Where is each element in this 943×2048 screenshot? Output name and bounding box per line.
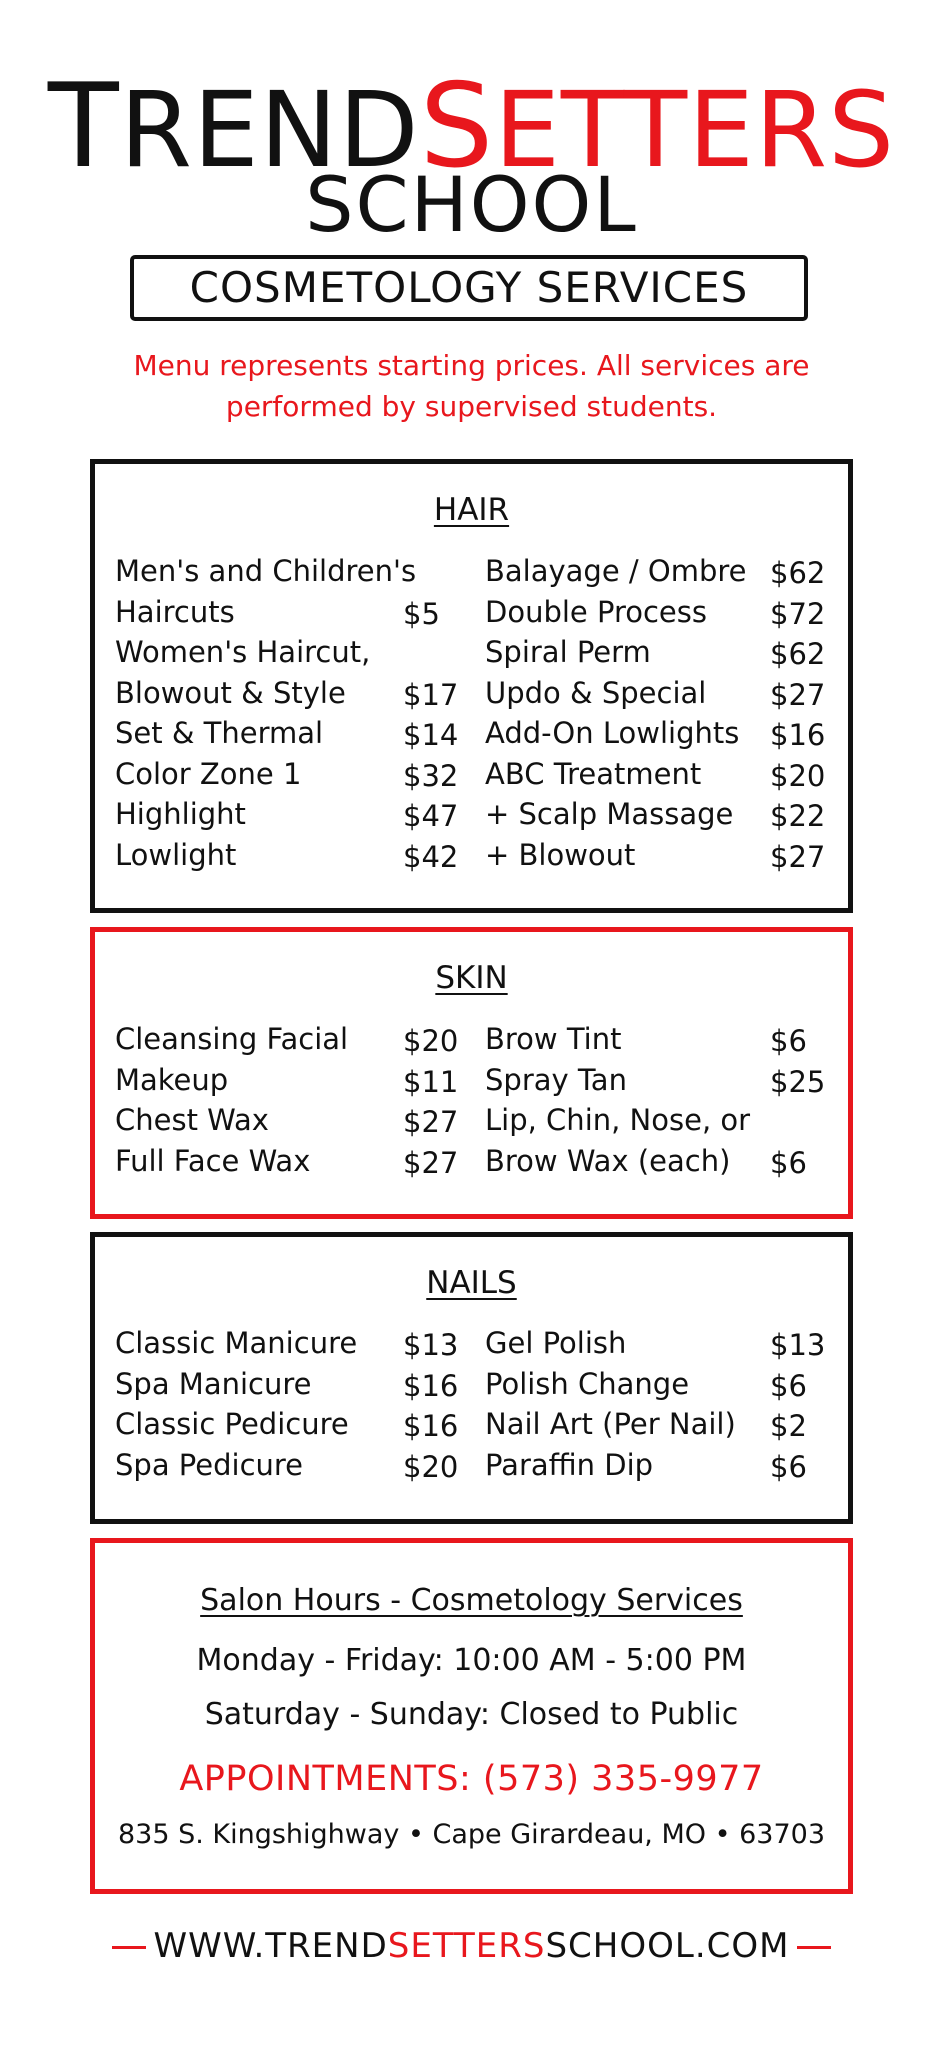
skin-service-price: $27 bbox=[403, 1145, 459, 1180]
hair-service-price: $17 bbox=[403, 677, 459, 712]
nails-service-price: $13 bbox=[403, 1328, 459, 1362]
hours-weekend: Saturday - Sunday: Closed to Public bbox=[204, 1697, 739, 1732]
brand-school: SCHOOL bbox=[305, 160, 638, 249]
hair-service-price: $20 bbox=[770, 758, 826, 793]
hair-section bbox=[90, 459, 853, 913]
brand-trend: TREND bbox=[47, 59, 420, 194]
skin-service-price: $11 bbox=[403, 1064, 459, 1099]
hair-service-price: $62 bbox=[770, 637, 826, 671]
skin-service-label: Lip, Chin, Nose, or bbox=[485, 1103, 751, 1137]
appointments-phone[interactable]: APPOINTMENTS: (573) 335-9977 bbox=[179, 1759, 764, 1799]
hair-service-price: $27 bbox=[770, 839, 826, 874]
skin-service-label: Chest Wax bbox=[115, 1103, 269, 1137]
hair-service-price: $32 bbox=[403, 758, 459, 793]
hours-section bbox=[90, 1538, 853, 1894]
hair-service-label: Balayage / Ombre bbox=[485, 554, 747, 588]
hair-service-label: Highlight bbox=[115, 797, 246, 831]
hair-service-label: Lowlight bbox=[115, 837, 237, 872]
skin-service-label: Makeup bbox=[115, 1062, 229, 1097]
nails-service-price: $2 bbox=[770, 1409, 807, 1443]
hair-service-label: Blowout & Style bbox=[115, 675, 346, 710]
hair-service-label: Women's Haircut, bbox=[115, 635, 371, 669]
nails-service-label: Polish Change bbox=[485, 1366, 690, 1401]
hours-weekday: Monday - Friday: 10:00 AM - 5:00 PM bbox=[196, 1643, 747, 1678]
hair-service-label: Color Zone 1 bbox=[115, 756, 302, 791]
nails-service-label: Classic Pedicure bbox=[115, 1407, 349, 1441]
nails-service-label: Gel Polish bbox=[485, 1326, 627, 1360]
hair-service-price: $16 bbox=[770, 718, 826, 752]
website-url[interactable]: WWW.TRENDSETTERSSCHOOL.COM bbox=[0, 1926, 943, 1966]
nails-service-label: Spa Pedicure bbox=[115, 1447, 304, 1482]
hair-service-price: $72 bbox=[770, 596, 826, 631]
hair-service-price: $42 bbox=[403, 839, 459, 874]
hair-service-price: $47 bbox=[403, 799, 459, 833]
hair-service-price: $27 bbox=[770, 677, 826, 712]
skin-section bbox=[90, 927, 853, 1219]
hair-service-label: Haircuts bbox=[115, 594, 235, 629]
hair-service-price: $14 bbox=[403, 718, 459, 752]
address: 835 S. Kingshighway • Cape Girardeau, MO • 63703 bbox=[117, 1819, 826, 1850]
nails-service-label: Paraffin Dip bbox=[485, 1447, 654, 1482]
dash-right bbox=[797, 1946, 831, 1949]
skin-service-price: $6 bbox=[770, 1024, 807, 1058]
skin-title: SKIN bbox=[435, 960, 508, 996]
skin-service-price: $27 bbox=[403, 1105, 459, 1139]
nails-service-price: $16 bbox=[403, 1409, 459, 1443]
hair-service-label: Spiral Perm bbox=[485, 635, 651, 669]
hours-title: Salon Hours - Cosmetology Services bbox=[200, 1583, 743, 1618]
nails-service-price: $20 bbox=[403, 1449, 459, 1484]
hair-service-label: + Blowout bbox=[485, 837, 636, 872]
skin-service-label: Brow Wax (each) bbox=[485, 1143, 731, 1178]
nails-section bbox=[90, 1232, 853, 1524]
nails-service-price: $6 bbox=[770, 1368, 807, 1403]
hair-service-price: $22 bbox=[770, 799, 826, 833]
hair-service-label: Set & Thermal bbox=[115, 716, 324, 750]
nails-service-price: $16 bbox=[403, 1368, 459, 1403]
nails-service-label: Nail Art (Per Nail) bbox=[485, 1407, 736, 1441]
nails-service-label: Spa Manicure bbox=[115, 1366, 312, 1401]
hair-service-label: Men's and Children's bbox=[115, 554, 417, 588]
hair-service-price: $62 bbox=[770, 556, 826, 590]
pricing-note: Menu represents starting prices. All services are performed by supervised students. bbox=[133, 349, 810, 423]
skin-service-label: Spray Tan bbox=[485, 1062, 627, 1097]
hair-service-label: + Scalp Massage bbox=[485, 797, 734, 831]
hair-service-label: Add-On Lowlights bbox=[485, 716, 740, 750]
skin-service-price: $20 bbox=[403, 1024, 459, 1058]
skin-service-label: Brow Tint bbox=[485, 1022, 622, 1056]
skin-service-label: Full Face Wax bbox=[115, 1143, 311, 1178]
brand-setters: SETTERS bbox=[419, 59, 896, 194]
skin-service-label: Cleansing Facial bbox=[115, 1022, 349, 1056]
dash-left bbox=[112, 1946, 146, 1949]
nails-service-price: $13 bbox=[770, 1328, 826, 1362]
hair-service-label: Double Process bbox=[485, 594, 707, 629]
hair-service-label: Updo & Special bbox=[485, 675, 707, 710]
skin-service-price: $6 bbox=[770, 1145, 807, 1180]
skin-service-price: $25 bbox=[770, 1064, 826, 1099]
nails-service-label: Classic Manicure bbox=[115, 1326, 358, 1360]
services-title: COSMETOLOGY SERVICES bbox=[130, 255, 808, 321]
nails-service-price: $6 bbox=[770, 1449, 807, 1484]
nails-title: NAILS bbox=[426, 1265, 517, 1301]
hair-service-price: $5 bbox=[403, 596, 440, 631]
hair-title: HAIR bbox=[433, 492, 510, 528]
hair-service-label: ABC Treatment bbox=[485, 756, 702, 791]
